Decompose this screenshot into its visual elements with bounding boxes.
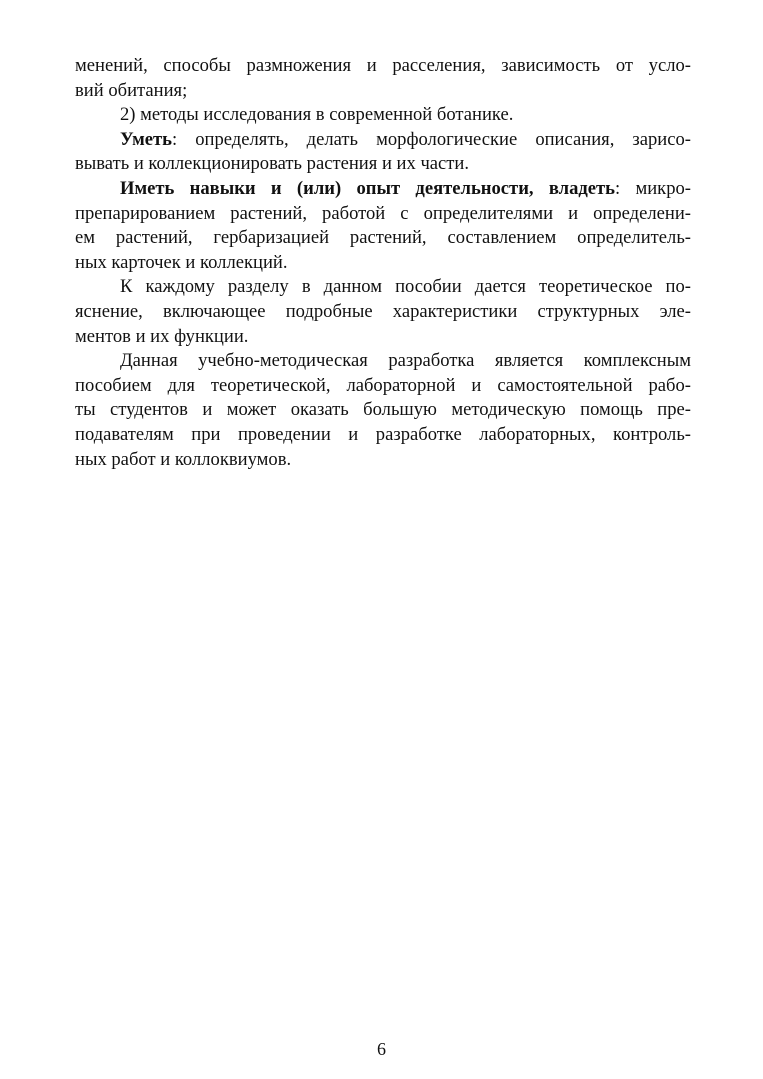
- text-line: менений, способы размножения и расселения, зависимость от усло-: [75, 55, 691, 76]
- paragraph-methods: [75, 103, 691, 128]
- text-line: Данная учебно-методическая разработка является комплексным: [120, 350, 691, 372]
- text-line: К каждому разделу в данном пособии дается теоретическое по-: [120, 276, 691, 298]
- text-line: вий обитания;: [75, 79, 188, 101]
- page-body: [75, 54, 691, 472]
- paragraph-skills: [75, 128, 691, 177]
- text-line: ных карточек и коллекций.: [75, 251, 288, 273]
- text-line: 2) методы исследования в современной ботанике.: [120, 104, 514, 126]
- skills-text: : определять, делать морфологические описания, зарисо-: [172, 128, 691, 150]
- text-line: яснение, включающее подробные характеристики структурных эле-: [75, 300, 691, 322]
- page-number: 6: [377, 1039, 386, 1059]
- experience-text: : микро-: [615, 177, 691, 199]
- text-line: ем растений, гербаризацией растений, составлением определитель-: [75, 227, 691, 249]
- text-line: препарированием растений, работой с определителями и определени-: [75, 202, 691, 224]
- text-line: [75, 128, 691, 153]
- text-line: ментов и их функции.: [75, 325, 249, 347]
- skills-label: Уметь: [120, 128, 173, 150]
- experience-label: Иметь навыки и (или) опыт деятельности, владеть: [120, 177, 615, 199]
- text-line: подавателям при проведении и разработке лабораторных, контроль-: [75, 423, 691, 445]
- text-line: пособием для теоретической, лабораторной и самостоятельной рабо-: [75, 374, 691, 396]
- paragraph-experience: [75, 177, 691, 275]
- text-line: ты студентов и может оказать большую методическую помощь пре-: [75, 399, 691, 421]
- text-line: вывать и коллекционировать растения и их части.: [75, 153, 470, 175]
- text-line: ных работ и коллоквиумов.: [75, 448, 292, 470]
- text-line: [75, 177, 691, 202]
- paragraph-sections: [75, 275, 691, 349]
- paragraph-summary: [75, 349, 691, 472]
- paragraph-continued: [75, 54, 691, 103]
